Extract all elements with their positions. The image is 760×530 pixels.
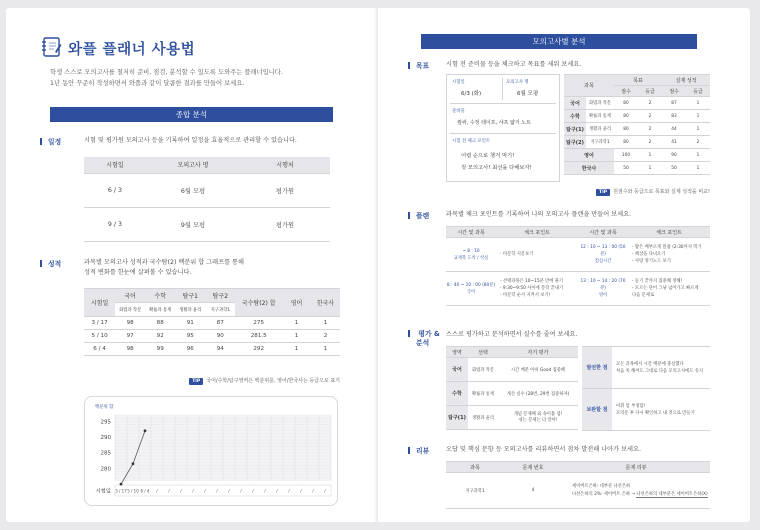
table-row [84,330,340,343]
cell-target-score: 80 [614,97,638,110]
table-row [446,382,578,406]
header-exam-date: 시험일 [84,289,115,317]
cell-target-grade: 2 [638,123,662,136]
header-time-subject: 시간 및 과목 [446,227,496,238]
cell-english: 1 [282,343,311,356]
plan-subject: 점심시간 [594,259,612,264]
cell-subject: 수학 [564,110,586,123]
cell-english: 1 [282,330,311,343]
header-self-eval: 자기 평가 [498,347,578,358]
cell-math: 88 [145,317,175,330]
review-label: 리뷰 [408,445,429,455]
tip-badge: TIP [596,189,610,196]
exam-name-label: 모의고사 명 [506,80,529,85]
plan-checkpoints [628,272,710,306]
cell-actual-score: 87 [662,97,686,110]
divider [450,103,556,104]
cell-organizer: 평가원 [240,207,330,241]
header-choice: 선택 [468,347,498,358]
eval-summary-table [582,346,710,431]
x-tick-label: / [192,488,194,494]
y-tick-label: 295 [100,419,111,426]
plan-subject: 영어 [598,293,608,298]
cell-math: 99 [145,343,175,356]
cell-date: 5 / 10 [84,330,115,343]
cell-choice: 지구과학1 [586,136,614,149]
plan-checkpoints [628,238,710,272]
header-actual-score: 점수 [662,86,686,97]
cell-choice: 화법과 작문 [468,358,498,382]
plan-point: - 듣기 끝까지 집중해 정해! [632,279,683,284]
prep-items: 컴싸, 수정 테이프, 샤프 얇기 노트 [457,120,531,126]
goal-note [564,188,710,195]
x-tick-label: 3 / 17 [115,488,127,494]
cell-exam-name: 6월 모평 [146,173,240,207]
header-checkpoint: 체크 포인트 [628,227,710,238]
check-item-1: 어렵 순으로 챙겨 먹기! [461,153,515,159]
x-tick-label: / [156,488,158,494]
table-row [564,97,710,110]
cell-actual-grade: 1 [686,123,710,136]
plan-time-range: 8 : 40 ~ 10 : 00 (80분) [446,282,496,288]
plan-point: - 사탕 정기노드 보기 [632,259,671,264]
review-table [446,461,710,509]
cell-choice: 확률과 통계 [586,110,614,123]
cell-korean: 98 [115,343,145,356]
table-row [564,110,710,123]
eval-label [408,330,440,348]
cell-actual-score: 83 [662,110,686,123]
header-sum: 국수탐(2) 합 [235,289,282,317]
cell-subject: 탐구(1) [564,123,586,136]
header-organizer: 시행처 [240,157,330,173]
divider [450,133,556,134]
schedule-label: 일정 [40,136,61,146]
y-tick-label: 280 [100,466,111,473]
right-page [378,8,750,522]
plan-desc: 과목별 체크 포인트를 기록하여 나의 모의고사 플랜을 만들어 보세요. [446,211,632,218]
cell-sum: 292 [235,343,282,356]
improved-text: 모든 과목에서 시간 배분에 충실했다 처음 치 해어도 그대로 다음 모의고사에도 유지 [612,347,710,389]
plan-point: - 9:30~9:50 사이에 문학 끝내기 [500,286,564,291]
cell-target-grade: 1 [638,149,662,162]
x-tick-label: / [252,488,254,494]
cell-actual-score: 50 [662,162,686,175]
cell-self-eval: 개념 문제해 외 속이불 엄! 쉬는 문제는 더 알아! [498,406,578,430]
plan-subject: 국어 [466,289,476,295]
cell-actual-score: 41 [662,136,686,149]
plan-label: 플랜 [408,210,429,220]
plan-time [446,272,496,306]
header-korean: 국어 [115,289,145,303]
cell-inquiry-2: 87 [205,317,235,330]
plan-point: - 모르는 단어 그냥 넘어가고 빠르게 [632,286,699,291]
exam-date: 6/3 (화) [461,91,482,97]
sub-inquiry-2: 지구과학1 [205,303,235,317]
x-tick-label: 6 / 4 [140,488,150,494]
score-desc-2: 성적 변화를 한눈에 살펴볼 수 있습니다. [84,269,192,276]
x-tick-label: / [276,488,278,494]
plan-time-range: ~ 8 : 10 [462,248,480,254]
table-row [446,358,578,382]
table-row [84,207,330,241]
cell-choice: 확률과 통계 [468,382,498,406]
plan-point: - 비문학 지문보기 [500,252,534,257]
cell-history: 2 [311,330,340,343]
section-band-exam: 모의고사별 분석 [421,34,697,49]
table-row [564,123,710,136]
goal-info-box [446,74,560,182]
header-question-review: 문제 리뷰 [562,462,710,473]
divider [502,78,503,100]
schedule-table [84,157,330,242]
cell-area: 국어 [446,358,468,382]
x-tick-label: / [240,488,242,494]
plan-point: - 비문학 순서 지켜서 보기! [500,293,551,298]
header-inquiry-2: 탐구2 [205,289,235,303]
x-tick-label: / [216,488,218,494]
cell-subject: 국어 [564,97,586,110]
cell-target-grade: 1 [638,162,662,175]
to-improve-text: 어휘 암 부정함! 모의문 후 다시 확인하고 내 것으로 만들기 [612,389,710,431]
exam-date-label: 시험일 [452,80,465,85]
x-tick-label: / [288,488,290,494]
cell-actual-grade: 1 [686,149,710,162]
eval-desc: 스스로 평가하고 분석하면서 실수를 줄여 보세요. [446,331,578,338]
plan-point: - 선택과목은 10~15분 만에 풀기 [500,279,564,284]
cell-question-review [562,473,710,509]
x-tick-label: / [264,488,266,494]
cell-choice: 생활과 윤리 [586,123,614,136]
header-actual: 실제 성적 [662,75,710,86]
x-tick-label: / [180,488,182,494]
plan-time [446,238,496,272]
table-row [446,238,710,272]
improved-label: 발전한 점 [582,347,612,389]
x-tick-label: / [204,488,206,494]
review-line-2: 나선은하의 2%: 세이버트 은하 [572,491,631,497]
cell-actual-grade: 2 [686,136,710,149]
header-time-subject: 시간 및 과목 [578,227,628,238]
plan-time [578,272,628,306]
goal-desc: 시험 전 준비물 등을 체크하고 목표를 세워 보세요. [446,61,582,68]
to-improve-label: 보완할 점 [582,389,612,431]
plan-subject: 교재복 도착 / 착실 [453,255,489,261]
cell-area: 탐구(1) [446,406,468,430]
left-page [6,8,378,522]
cell-organizer: 평가원 [240,173,330,207]
x-tick-label: / [168,488,170,494]
notebook-icon [40,36,62,58]
cell-target-grade: 2 [638,97,662,110]
cell-inquiry-1: 96 [175,343,205,356]
cell-target-grade: 2 [638,110,662,123]
intro-line-1: 학생 스스로 모의고사를 철저히 준비, 점검, 분석할 수 있도록 도와주는 플래너입니다. [50,69,283,76]
cell-sum: 275 [235,317,282,330]
cell-date: 3 / 17 [84,317,115,330]
table-row [84,317,340,330]
cell-subject: 영어 [564,149,614,162]
cell-choice: 화법과 작문 [586,97,614,110]
data-point [132,462,135,465]
table-row [84,343,340,356]
cell-sum: 281.5 [235,330,282,343]
plan-point: - 밥은 배부르게 말씀 (2:30까지 먹기 [632,245,702,250]
table-row [564,162,710,175]
section-band-summary: 종합 분석 [50,107,333,122]
cell-choice: 생활과 윤리 [468,406,498,430]
cell-actual-grade: 1 [686,162,710,175]
schedule-desc: 시험 및 평가원 모의고사 등을 기록하여 일정을 효율적으로 관리할 수 있습니다. [84,137,297,144]
header-subject: 과목 [564,75,614,97]
data-point [144,429,147,432]
cell-target-score: 80 [614,123,638,136]
cell-target-score: 100 [614,149,638,162]
cell-exam-name: 9월 모평 [146,207,240,241]
cell-history: 1 [311,317,340,330]
review-correction: 나선은하의 대부분은 세이버트은하(X) [636,491,708,497]
cell-area: 수학 [446,382,468,406]
header-target-grade: 등급 [638,86,662,97]
x-tick-label: / [300,488,302,494]
table-row [446,406,578,430]
header-actual-grade: 등급 [686,86,710,97]
cell-target-score: 50 [614,162,638,175]
score-note [84,377,340,384]
header-date: 시험일 [84,157,146,173]
cell-history: 1 [311,343,340,356]
goal-note-text: 원점수와 등급으로 목표와 실제 성적을 비교! [613,189,710,195]
cell-date: 9 / 3 [84,207,146,241]
cell-self-eval: 계산 실수 (28번, 29번 집중하자) [498,382,578,406]
cell-korean: 98 [115,317,145,330]
y-tick-label: 290 [100,435,111,441]
score-desc-1: 과목별 모의고사 성적과 국수탐(2) 백분위 합 그래프를 통해 [84,259,245,266]
x-tick-label: / [228,488,230,494]
cell-subject: 지구과학1 [446,473,504,509]
table-row [446,473,710,509]
header-subject: 과목 [446,462,504,473]
tip-badge: TIP [189,378,203,385]
arrow-icon: → [631,491,636,497]
data-point [120,483,123,486]
exam-name: 6월 모평 [517,91,539,97]
cell-subject: 한국사 [564,162,614,175]
header-history: 한국사 [311,289,340,317]
cell-inquiry-2: 94 [205,343,235,356]
plan-checkpoints [496,238,578,272]
goal-score-table [564,74,710,175]
y-tick-label: 285 [100,450,111,457]
table-row [582,347,710,389]
plan-time-range: 13 : 10 ~ 14 : 20 (70분) [580,279,626,291]
cell-target-score: 80 [614,136,638,149]
header-english: 영어 [282,289,311,317]
x-tick-label: / [324,488,326,494]
check-item-2: 첫 모의고사! 최선을 다해보자! [461,165,532,171]
x-tick-label: / [312,488,314,494]
plan-point: 다음 문제로 [632,293,655,298]
cell-date: 6 / 4 [84,343,115,356]
chart-title: 백분위 합 [95,405,114,410]
percentile-chart-card [84,396,338,506]
eval-table [446,346,578,430]
score-note-text: 국어/수학/탐구영역은 백분위를, 영어/한국사는 등급으로 표기 [206,378,340,384]
score-label: 성적 [40,258,61,268]
cell-english: 1 [282,317,311,330]
sub-inquiry-1: 생활과 윤리 [175,303,205,317]
page-title: 와플 플래너 사용법 [68,42,196,58]
cell-subject: 탐구(2) [564,136,586,149]
cell-inquiry-1: 91 [175,317,205,330]
cell-target-grade: 2 [638,136,662,149]
cell-question-number: 4 [504,473,562,509]
cell-actual-score: 90 [662,149,686,162]
header-question-number: 문제 번호 [504,462,562,473]
cell-date: 6 / 3 [84,173,146,207]
cell-inquiry-1: 95 [175,330,205,343]
sub-korean: 화법과 작문 [115,303,145,317]
header-target: 목표 [614,75,662,86]
header-exam-name: 모의고사 명 [146,157,240,173]
header-target-score: 점수 [614,86,638,97]
table-row [564,136,710,149]
x-axis-label: 시험일 [95,488,111,495]
review-desc: 오답 및 핵심 문항 등 모의고사를 리뷰하면서 점차 발전해 나아가 보세요. [446,446,641,453]
cell-actual-grade: 1 [686,97,710,110]
plan-point: - 책상을 다녀오기 [632,252,666,257]
table-row [582,389,710,431]
cell-math: 92 [145,330,175,343]
plan-time [578,238,628,272]
score-table [84,288,340,356]
eval-label-line-2: 분석 [416,339,430,347]
plan-table [446,226,710,306]
header-area: 영역 [446,347,468,358]
header-inquiry-1: 탐구1 [175,289,205,303]
header-checkpoint: 체크 포인트 [496,227,578,238]
cell-inquiry-2: 90 [205,330,235,343]
review-line-1: 세이버트은하: 대부분 나선은하 [572,483,631,489]
cell-target-score: 80 [614,110,638,123]
sub-math: 확률과 통계 [145,303,175,317]
cell-self-eval: 시간 배분 아쉬 Good 집중해 [498,358,578,382]
check-label: 시험 전 체크 포인트 [452,139,491,144]
prep-label: 준비물 [452,109,465,114]
cell-korean: 97 [115,330,145,343]
cell-actual-score: 44 [662,123,686,136]
cell-actual-grade: 1 [686,110,710,123]
x-tick-label: 5 / 10 [127,488,139,494]
table-row [564,149,710,162]
goal-label: 목표 [408,60,429,70]
review-line-2-wrap [572,491,710,499]
header-math: 수학 [145,289,175,303]
percentile-chart [85,397,339,507]
table-row [84,173,330,207]
eval-label-line-1: 평가 & [418,330,440,338]
plan-time-range: 12 : 10 ~ 13 : 00 (50분) [580,245,626,257]
intro-line-2: 1년 동안 꾸준히 작성하면서 와플과 같이 달콤한 결과를 만들어 보세요. [50,80,245,87]
plan-checkpoints [496,272,578,306]
table-row [446,272,710,306]
